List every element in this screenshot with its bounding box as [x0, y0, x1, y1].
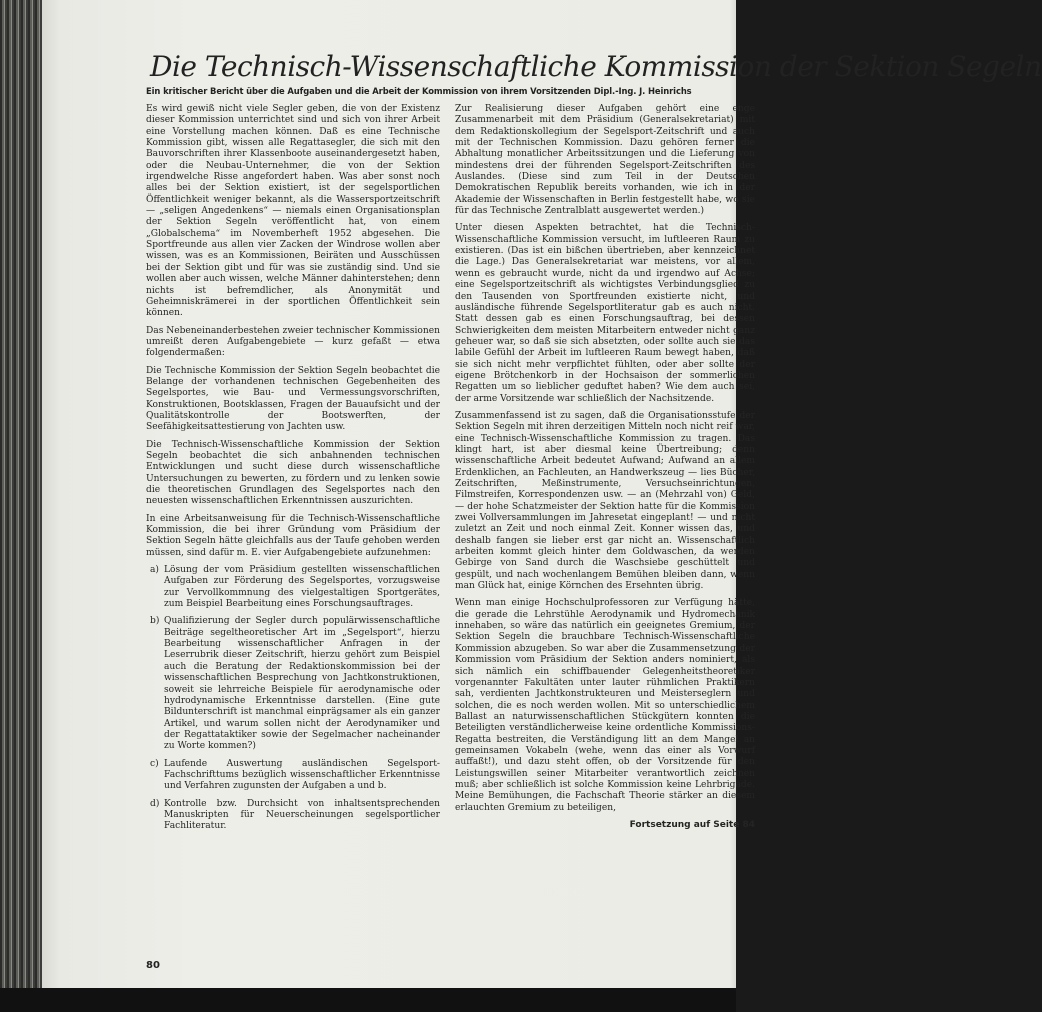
paragraph: Wenn man einige Hochschulprofessoren zur Verfügung hätte, die gerade die Lehrstühle Aerodynamik und Hydromechanik innehaben, so wäre das natürlich ein geeignetes Gremium, der Sektion Segeln die brauchbare Technisch-Wissenschaftliche Kommission abzugeben. So war aber die Zusammensetzung der Kommission vom Präsidium der Sektion anders nominiert, als sich nämlich ein schiffbauender Gelegenheitstheoretiker vorgenannter Fakultäten unter lauter rühmlichen Praktikern sah, verdienten Jachtkonstrukteuren und Meisterseglern und solchen, die es noch werden wollen. Mit so unterschiedlichem Ballast an naturwissenschaftlichen Stückgütern konnten die Beteiligten verständlicherweise keine ordentliche Kommissions-Regatta bestreiten, die Verständigung litt an dem Mangel an gemeinsamen Vokabeln (wehe, wenn das einer als Vorwurf auffaßt!), und dazu steht offen, ob der Vorsitzende für den Leistungswillen seiner Mitarbeiter verantwortlich zeichnen muß; aber schließlich ist solche Kommission keine Lehrbrigade. Meine Bemühungen, die Fachschaft Theorie stärker an diesem erlauchten Gremium zu beteiligen,: [455, 598, 755, 813]
task-list: [146, 565, 440, 833]
article-subtitle: Ein kritischer Bericht über die Aufgaben und die Arbeit der Kommission von ihrem Vorsitzenden Dipl.-Ing. J. Heinrichs: [146, 86, 692, 96]
list-marker: a): [150, 565, 159, 576]
paragraph: Es wird gewiß nicht viele Segler geben, die von der Existenz dieser Kommission unterrichtet sind und sich von ihrer Arbeit eine Vorstellung machen können. Daß es eine Technische Kommission gibt, wissen alle Regattasegler, die sich mit den Bauvorschriften ihrer Klassenboote auseinandergesetzt haben, oder die Neubau-Unternehmer, die von der Sektion irgendwelche Risse angefordert haben. Was aber sonst noch alles bei der Sektion existiert, ist der segelsportlichen Öffentlichkeit weniger bekannt, als die Wassersportzeitschrift — „seligen Angedenkens“ — niemals einen Organisationsplan der Sektion Segeln veröffentlicht hat, von einem „Globalschema“ im Novemberheft 1952 abgesehen. Die Sportfreunde aus allen vier Zacken der Windrose wollen aber wissen, was es an Kommissionen, Beiräten und Ausschüssen bei der Sektion gibt und für was sie zuständig sind. Und sie wollen aber auch wissen, welche Männer dahinterstehen; denn nichts ist befremdlicher, als Anonymität und Geheimniskrämerei in der sportlichen Öffentlichkeit sein können.: [146, 104, 440, 319]
list-item-text: Kontrolle bzw. Durchsicht von inhaltsentsprechenden Manuskripten für Neuerscheinungen segelsportlicher Fachliteratur.: [164, 798, 440, 832]
paragraph: Unter diesen Aspekten betrachtet, hat die Technisch-Wissenschaftliche Kommission versucht, im luftleeren Raum zu existieren. (Das ist ein bißchen übertrieben, aber kennzeichnet die Lage.) Das Generalsekretariat war meistens, vor allem, wenn es gebraucht wurde, nicht da und irgendwo auf Achse; eine Segelsportzeitschrift als wichtigstes Verbindungsglied zu den Tausenden von Sportfreunden existierte nicht, und ausländische führende Segelsportliteratur gab es auch nicht. Statt dessen gab es einen Forschungsauftrag, bei dessen Schwierigkeiten dem meisten Mitarbeitern entweder nicht ganz geheuer war, so daß sie sich absetzten, oder sollte auch sie das labile Gefühl der Arbeit im luftleeren Raum bewegt haben, daß sie sich nicht mehr verpflichtet fühlten, oder aber sollte der eigene Brötchenkorb in der Hochsaison der sommerlichen Regatten um so lieblicher geduftet haben? Wie dem auch sei, der arme Vorsitzende war schließlich der Nachsitzende.: [455, 223, 755, 404]
list-marker: c): [150, 758, 159, 769]
scan-bottom-border: [0, 988, 736, 1012]
paragraph: Das Nebeneinanderbestehen zweier technischer Kommissionen umreißt deren Aufgabengebiete — kurz gefaßt — etwa folgendermaßen:: [146, 325, 440, 359]
page-edge-binding: [0, 0, 42, 1012]
list-item-text: Laufende Auswertung ausländischen Segelsport-Fachschrifttums bezüglich wissenschaftlicher Erkenntnisse und Verfahren zugunsten der Aufgaben a und b.: [164, 758, 440, 792]
right-column: [455, 104, 755, 831]
list-marker: b): [150, 616, 160, 627]
paragraph: Zur Realisierung dieser Aufgaben gehört eine enge Zusammenarbeit mit dem Präsidium (Generalsekretariat) mit dem Redaktionskollegium der Segelsport-Zeitschrift und auch mit der Technischen Kommission. Dazu gehören ferner die Abhaltung monatlicher Arbeitssitzungen und die Lieferung von mindestens drei der führenden Segelsport-Zeitschriften des Auslandes. (Diese sind zum Teil in der Deutschen Demokratischen Republik bereits vorhanden, wie ich in der Akademie der Wissenschaften in Berlin festgestellt habe, wo sie für das Technische Zentralblatt ausgewertet werden.): [455, 104, 755, 217]
list-marker: d): [150, 798, 160, 809]
paragraph: Zusammenfassend ist zu sagen, daß die Organisationsstufe der Sektion Segeln mit ihren derzeitigen Mitteln noch nicht reif war, eine Technisch-Wissenschaftliche Kommission zu tragen. Das klingt hart, ist aber diesmal keine Übertreibung; denn wissenschaftliche Arbeit bedeutet Aufwand; Aufwand an allem Erdenklichen, an Fachleuten, an Handwerkszeug — lies Bücher, Zeitschriften, Meßinstrumente, Versuchseinrichtungen, Filmstreifen, Korrespondenzen usw. — an (Mehrzahl von) Geld, — der hohe Schatzmeister der Sektion hatte für die Kommission zwei Vollversammlungen im Jahresetat eingeplant! — und nicht zuletzt an Zeit und noch einmal Zeit. Konner wissen das, und deshalb fangen sie lieber erst gar nicht an. Wissenschaftlich arbeiten kommt gleich hinter dem Goldwaschen, da werden Gebirge von Sand durch die Waschsiebe geschüttelt und gespült, und nach wochenlangem Bemühen bleiben dann, wenn man Glück hat, einige Körnchen des Ersehnten übrig.: [455, 410, 755, 592]
paragraph: In eine Arbeitsanweisung für die Technisch-Wissenschaftliche Kommission, die bei ihrer Gründung vom Präsidium der Sektion Segeln hätte gleichfalls aus der Taufe gehoben werden müssen, sind dafür m. E. vier Aufgabengebiete aufzunehmen:: [146, 513, 440, 558]
paragraph: Die Technische Kommission der Sektion Segeln beobachtet die Belange der vorhandenen technischen Gegebenheiten des Segelsportes, wie Bau- und Vermessungsvorschriften, Konstruktionen, Bootsklassen, Fragen der Bauaufsicht und der Qualitätskontrolle der Bootswerften, der Seefähigkeitsattestierung von Jachten usw.: [146, 365, 440, 433]
list-item: [150, 616, 440, 752]
continuation-note: Fortsetzung auf Seite 84: [629, 819, 755, 830]
paragraph: Die Technisch-Wissenschaftliche Kommission der Sektion Segeln beobachtet die sich anbahnenden technischen Entwicklungen und sucht diese durch wissenschaftliche Untersuchungen zu bewerten, zu fördern und zu lenken sowie die theoretischen Grundlagen des Segelsportes nach den neuesten wissenschaftlichen Erkenntnissen auszurichten.: [146, 439, 440, 507]
list-item: [150, 758, 440, 793]
list-item: [150, 798, 440, 833]
page-number: 80: [146, 960, 160, 971]
article-title: Die Technisch-Wissenschaftliche Kommission der Sektion Segeln: [150, 50, 1042, 83]
left-column: [146, 104, 440, 839]
list-item-text: Lösung der vom Präsidium gestellten wissenschaftlichen Aufgaben zur Förderung des Segelsportes, vorzugsweise zur Vervollkommnung des vielgestaltigen Sportgerätes, zum Beispiel Bearbeitung eines Forschungsauftrages.: [164, 565, 440, 610]
list-item: [150, 565, 440, 610]
list-item-text: Qualifizierung der Segler durch populärwissenschaftliche Beiträge segeltheoretischer Art im „Segelsport“, hierzu Bearbeitung wissenschaftlicher Anfragen in der Leserrubrik dieser Zeitschrift, hierzu gehört zum Beispiel auch die Beratung der Redaktionskommission bei der wissenschaftlichen Besprechung von Jachtkonstruktionen, soweit sie lehrreiche Beispiele für aerodynamische oder hydrodynamische Erkenntnisse darstellen. (Eine gute Bildunterschrift ist manchmal einprägsamer als ein ganzer Artikel, und warum sollen nicht der Aerodynamiker und der Regattataktiker sowie der Segelmacher nacheinander zu Worte kommen?): [164, 616, 440, 752]
